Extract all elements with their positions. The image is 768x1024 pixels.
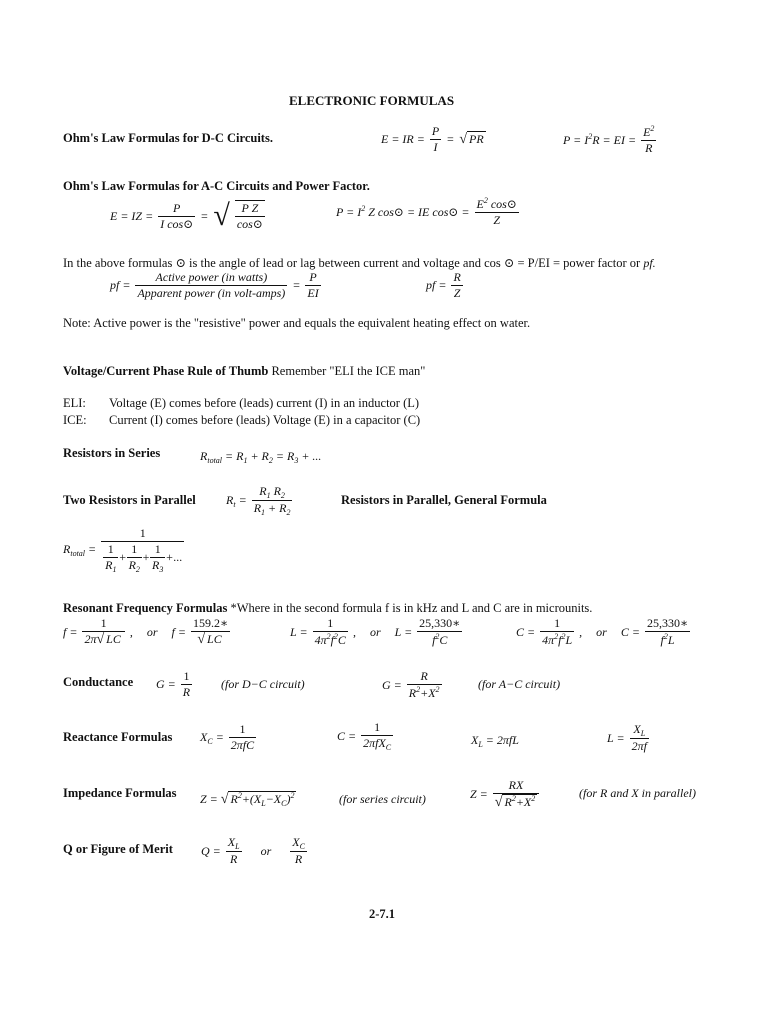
pf-abbr: pf. xyxy=(643,256,656,270)
eli-key: ELI: xyxy=(63,396,86,410)
impedance-label: Impedance Formulas xyxy=(63,786,177,800)
impedance-series-note: (for series circuit) xyxy=(339,792,426,806)
resonant-label: Resonant Frequency Formulas *Where in the second formula f is in kHz and L and C are in microunits. xyxy=(63,601,593,615)
resistors-series-formula: $R_{total} = R_1 + R_2 = R_3$ + ... xyxy=(200,449,322,465)
resonant-l-formulas: L = $\frac{1}{4\pi^2f^2C}$ , or L = $\frac{25,330∗}{f^2C}$ xyxy=(290,616,461,647)
reactance-xl-formula: $X_L = 2\pi fL$ xyxy=(471,733,519,749)
ohm-dc-label: Ohm's Law Formulas for D-C Circuits. xyxy=(63,131,273,145)
ohm-dc-formula-e: E = IR = $\frac{P}{I}$ = √ PR xyxy=(381,124,484,154)
ohm-ac-formula-e: E = IZ = $\frac{P}{\text{I cos⊙}}$ = √ $\frac{\text{P Z}}{\cos⊙}$ xyxy=(110,199,263,232)
impedance-series-formula: Z = √ $R^2+(X_L-X_C)^2$ xyxy=(200,791,295,808)
two-parallel-label: Two Resistors in Parallel xyxy=(63,493,196,507)
reactance-xc-formula: $X_C$ = $\frac{1}{\text{2πfC}}$ xyxy=(200,722,255,752)
reactance-l-formula: L = $\frac{X_L}{2\pi f}$ xyxy=(607,722,647,753)
conductance-ac-formula: G = $\frac{R}{R^2+X^2}$ xyxy=(382,669,440,700)
two-parallel-formula: $R_t$ = $\frac{R_1 R_2}{R_1 + R_2}$ xyxy=(226,484,291,517)
parallel-general-formula: $R_{total}$ = 1 $\frac{1}{R_1}$ + $\frac{1}{R_2}$ + $\frac{1}{R_3}$ +... xyxy=(63,526,183,574)
ohm-dc-formula-p: $P = I^2R$ = EI = $\frac{E^2}{R}$ xyxy=(563,124,655,155)
pf-formula: pf = $\frac{\text{Active power (in watts)}}{\text{Apparent power (in volt-amps)}}$ = $\frac{P}{EI}$ xyxy=(110,270,319,300)
q-merit-label: Q or Figure of Merit xyxy=(63,842,173,856)
reactance-c-formula: C = $\frac{1}{2\pi fX_C}$ xyxy=(337,720,392,752)
ohm-ac-label: Ohm's Law Formulas for A-C Circuits and Power Factor. xyxy=(63,179,370,193)
page-number: 2-7.1 xyxy=(369,907,396,921)
conductance-dc-formula: G = $\frac{1}{R}$ xyxy=(156,669,191,699)
ice-text: Current (I) comes before (leads) Voltage (E) in a capacitor (C) xyxy=(109,413,421,427)
ohm-ac-formula-p: $P = I^2$ Z cos⊙ = IE cos⊙ = $\frac{E^2 \cos⊙}{Z}$ xyxy=(336,196,517,227)
conductance-label: Conductance xyxy=(63,675,134,689)
resistors-series-label: Resistors in Series xyxy=(63,446,161,460)
resonant-c-formulas: C = $\frac{1}{4\pi^2f^2L}$ , or C = $\frac{25,330∗}{f^2L}$ xyxy=(516,616,689,647)
impedance-parallel-note: (for R and X in parallel) xyxy=(579,786,696,800)
impedance-parallel-formula: Z = $\frac{RX}{√ R^2+X^2}$ xyxy=(470,778,539,811)
conductance-dc-note: (for D−C circuit) xyxy=(221,677,305,691)
conductance-ac-note: (for A−C circuit) xyxy=(478,677,561,691)
pf-text: In the above formulas ⊙ is the angle of lead or lag between current and voltage and cos ⊙ = P/EI = power factor or pf. xyxy=(63,256,656,270)
parallel-general-label: Resistors in Parallel, General Formula xyxy=(341,493,547,507)
ice-key: ICE: xyxy=(63,413,87,427)
page-title: ELECTRONIC FORMULAS xyxy=(289,93,455,108)
pf-formula-rz: pf = $\frac{R}{Z}$ xyxy=(426,270,461,300)
phase-rule: Voltage/Current Phase Rule of Thumb Remember "ELI the ICE man" xyxy=(63,364,426,378)
q-merit-formula: Q = $\frac{X_L}{R}$ or $\frac{X_C}{R}$ xyxy=(201,835,305,866)
eli-text: Voltage (E) comes before (leads) current (I) in an inductor (L) xyxy=(109,396,420,410)
note-text: Note: Active power is the "resistive" power and equals the equivalent heating effect on water. xyxy=(63,316,531,330)
reactance-label: Reactance Formulas xyxy=(63,730,173,744)
resonant-f-formulas: f = $\frac{1}{2\pi√ LC}$ , or f = $\frac{159.2∗}{√ LC}$ xyxy=(63,616,229,647)
